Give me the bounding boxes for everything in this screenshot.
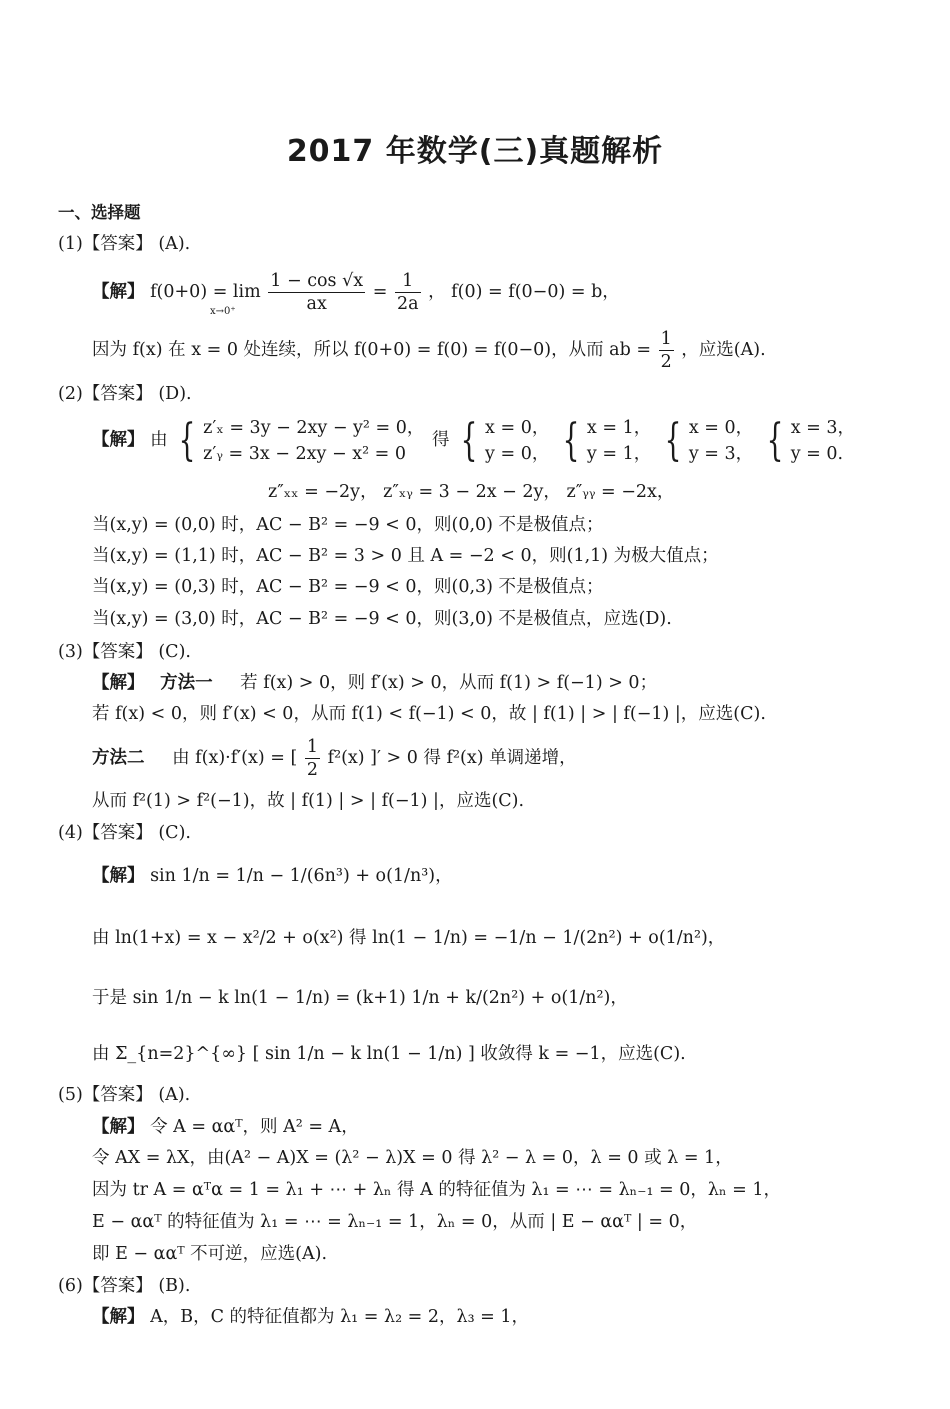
q2-answer: (2)【答案】 (D). [58, 384, 192, 404]
q4-combined: 于是 sin 1/n − k ln(1 − 1/n) = (k+1) 1/n + k/(2n²) + o(1/n²)， [92, 988, 628, 1008]
q3-answer: (3)【答案】 (C). [58, 642, 191, 662]
q6-eigenvalues: A，B，C 的特征值都为 λ₁ = λ₂ = 2，λ₃ = 1， [150, 1307, 530, 1327]
q3-method2-text-b: f²(x) ]′ > 0 得 f²(x) 单调递增， [327, 748, 577, 768]
q1-choice: ，应选(A). [681, 340, 766, 360]
q1-answer: (1)【答案】 (A). [58, 234, 191, 254]
q3-solution-tag: 【解】 [92, 673, 145, 693]
q2-brace-icon: { [766, 414, 784, 466]
q2-solution-system [92, 412, 857, 468]
q3-method2-label: 方法二 [92, 748, 145, 768]
q2-s1a: x = 0， [485, 417, 550, 438]
q1-fraction-half-den: 2 [660, 352, 672, 372]
q2-case-1: 当(x,y) = (0,0) 时，AC − B² = −9 < 0，则(0,0) 不是极值点； [92, 515, 604, 535]
q3-method2-line2: 从而 f²(1) > f²(−1)，故 | f(1) | > | f(−1) |，应选(C). [92, 791, 525, 811]
q5-conclusion: 即 E − ααᵀ 不可逆，应选(A). [92, 1244, 328, 1264]
q2-s2a: x = 1， [586, 417, 652, 438]
q2-second-derivatives: z″ₓₓ = −2y， z″ₓᵧ = 3 − 2x − 2y， z″ᵧᵧ = −2x， [268, 482, 675, 502]
q5-let-a: 令 A = ααᵀ，则 A² = A， [150, 1117, 359, 1137]
q5-trace: 因为 tr A = αᵀα = 1 = λ₁ + ⋯ + λₙ 得 A 的特征值为 λ₁ = ⋯ = λₙ₋₁ = 0，λₙ = 1， [92, 1180, 781, 1200]
q1-fraction-half-a-num: 1 [395, 270, 421, 293]
q1-limit-subscript: x→0⁺ [210, 306, 236, 317]
q2-solution-4 [791, 415, 855, 467]
q2-system-eq [203, 415, 424, 467]
q6-solution-line1 [92, 1305, 529, 1329]
q3-method2-text-a: 由 f(x)·f′(x) = [ [172, 748, 298, 768]
q4-answer: (4)【答案】 (C). [58, 823, 191, 843]
q3-method1-text: 若 f(x) > 0，则 f′(x) > 0，从而 f(1) > f(−1) > 0； [240, 673, 658, 693]
q5-e-minus: E − ααᵀ 的特征值为 λ₁ = ⋯ = λₙ₋₁ = 1，λₙ = 0，从而 | E − ααᵀ | = 0， [92, 1212, 698, 1232]
q2-s4a: x = 3， [790, 417, 855, 438]
q2-s4b: y = 0. [790, 443, 844, 464]
q2-solution-3 [689, 415, 753, 467]
q2-case-4: 当(x,y) = (3,0) 时，AC − B² = −9 < 0，则(3,0) 不是极值点，应选(D). [92, 609, 672, 629]
q2-s2b: y = 1， [586, 443, 652, 464]
q2-solution-tag: 【解】 [92, 430, 145, 450]
q2-you: 由 [150, 430, 168, 450]
q6-answer: (6)【答案】 (B). [58, 1276, 191, 1296]
q2-system-eq-b: z′ᵧ = 3x − 2xy − x² = 0 [203, 443, 407, 464]
q1-solution-line1 [92, 270, 620, 315]
q2-case-2: 当(x,y) = (1,1) 时，AC − B² = 3 > 0 且 A = −2 < 0，则(1,1) 为极大值点； [92, 546, 719, 566]
q3-fraction-half [305, 736, 320, 781]
q2-s3b: y = 3， [688, 443, 754, 464]
q4-solution-tag: 【解】 [92, 866, 145, 886]
q1-fraction-cos-den: ax [306, 294, 327, 314]
q6-solution-tag: 【解】 [92, 1307, 145, 1327]
q2-brace-icon: { [460, 414, 478, 466]
q2-de: 得 [431, 430, 450, 450]
q1-limit-text: f(0+0) = lim [150, 282, 261, 302]
q1-continuity-text: 因为 f(x) 在 x = 0 处连续，所以 f(0+0) = f(0) = f(0−0)，从而 ab = [92, 340, 651, 360]
q2-case-3: 当(x,y) = (0,3) 时，AC − B² = −9 < 0，则(0,3) 不是极值点； [92, 577, 604, 597]
q4-ln-expansion: 由 ln(1+x) = x − x²/2 + o(x²) 得 ln(1 − 1/n) = −1/n − 1/(2n²) + o(1/n²)， [92, 928, 726, 948]
q3-fraction-half-den: 2 [306, 760, 319, 780]
q1-equals: = [372, 282, 388, 302]
q2-solution-2 [587, 415, 651, 467]
q2-brace-icon: { [562, 414, 580, 466]
q1-fraction-half-a [395, 270, 421, 315]
q3-method2-line [92, 734, 577, 782]
q1-solution-tag: 【解】 [92, 282, 145, 302]
q4-sin-expansion: sin 1/n = 1/n − 1/(6n³) + o(1/n³)， [150, 866, 453, 886]
q3-fraction-half-num: 1 [306, 737, 319, 757]
q1-fraction-half [659, 328, 674, 373]
q1-fraction-half-num: 1 [660, 329, 672, 349]
page-title: 2017 年数学(三)真题解析 [286, 134, 664, 169]
q1-solution-line2 [92, 328, 766, 373]
q4-series-conclusion: 由 Σ_{n=2}^{∞} [ sin 1/n − k ln(1 − 1/n) ] 收敛得 k = −1，应选(C). [92, 1044, 686, 1064]
q3-method1-line [92, 671, 657, 695]
q5-solution-line1 [92, 1115, 359, 1139]
q1-fraction-cos-num: 1 − cos √x [270, 271, 364, 291]
q2-system-eq-a: z′ₓ = 3y − 2xy − y² = 0， [203, 417, 425, 438]
q5-answer: (5)【答案】 (A). [58, 1085, 191, 1105]
q2-s1b: y = 0， [485, 443, 550, 464]
q3-method1-line2: 若 f(x) < 0，则 f′(x) < 0，从而 f(1) < f(−1) < 0，故 | f(1) | > | f(−1) |，应选(C). [92, 704, 766, 724]
q2-brace-icon: { [664, 414, 682, 466]
q2-brace-icon: { [178, 414, 196, 466]
q2-s3a: x = 0， [688, 417, 754, 438]
q5-eigen-eq: 令 AX = λX，由(A² − A)X = (λ² − λ)X = 0 得 λ² − λ = 0，λ = 0 或 λ = 1， [92, 1148, 733, 1168]
q4-solution-line1 [92, 864, 453, 888]
section-heading: 一、选择题 [58, 203, 141, 222]
q5-solution-tag: 【解】 [92, 1117, 145, 1137]
q2-solution-1 [485, 415, 549, 467]
q1-fraction-half-a-den: 2a [396, 294, 419, 314]
q3-method1-label: 方法一 [160, 673, 213, 693]
q1-f0: ， f(0) = f(0−0) = b， [428, 282, 620, 302]
q1-fraction-cos [268, 270, 365, 315]
